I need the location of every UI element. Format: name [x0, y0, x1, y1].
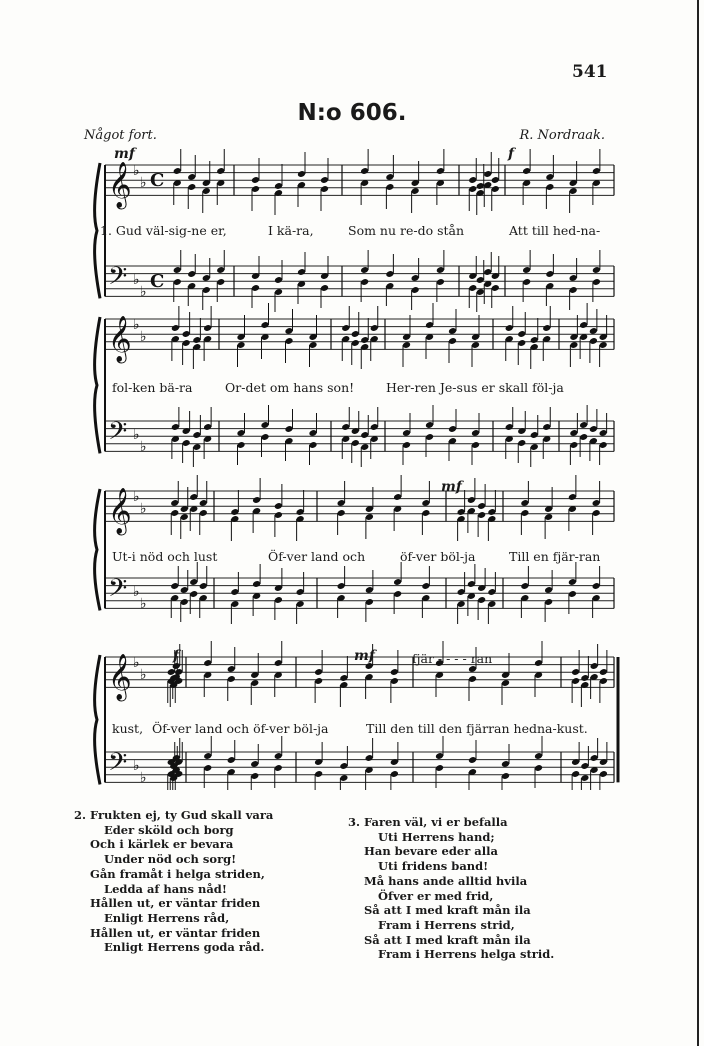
lyric-phrase: 1. Gud väl-sig-ne er, — [100, 223, 227, 238]
flat-sign: ♭ — [133, 163, 140, 179]
time-signature: C — [150, 170, 165, 191]
flat-sign: ♭ — [133, 272, 140, 288]
stanza-line: Öfver er med frid, — [378, 888, 494, 903]
dynamic-marking: f — [173, 648, 180, 664]
tempo-marking: Något fort. — [84, 128, 157, 143]
stanza-line: Enligt Herrens råd, — [104, 910, 230, 925]
flat-sign: ♭ — [140, 175, 147, 191]
stanza-line: Och i kärlek er bevara — [90, 837, 234, 852]
stanza-line: Eder sköld och borg — [104, 822, 234, 837]
stanza-line: Hållen ut, er väntar friden — [90, 925, 261, 940]
flat-sign: ♭ — [140, 439, 147, 455]
lyric-phrase: Som nu re-do stån — [348, 223, 465, 238]
treble-clef: 𝄞 — [108, 316, 132, 362]
stanza-line: Han bevare eder alla — [364, 844, 498, 859]
stanza-lines — [90, 808, 273, 955]
flat-sign: ♭ — [140, 667, 147, 683]
lyric-phrase: Öf-ver land och öf-ver böl-ja — [152, 721, 329, 736]
flat-sign: ♭ — [140, 501, 147, 517]
lyric-line — [0, 549, 704, 567]
bass-clef: 𝄢 — [108, 417, 128, 452]
stanza-line: Må hans ande alltid hvila — [364, 873, 528, 888]
lyric-phrase: Or-det om hans son! — [225, 380, 355, 395]
composer-name: R. Nordraak. — [519, 128, 605, 143]
flat-sign: ♭ — [140, 770, 147, 786]
dynamic-marking: mf — [114, 146, 135, 162]
stanza-line: Faren väl, vi er befalla — [364, 815, 508, 829]
stanza-line: Uti Herrens hand; — [378, 829, 495, 844]
flat-sign: ♭ — [140, 284, 147, 300]
stanza-line: Under nöd och sorg! — [104, 852, 237, 867]
flat-sign: ♭ — [133, 655, 140, 671]
hymn-number: N:o 606. — [297, 100, 407, 126]
time-signature: C — [150, 271, 165, 292]
flat-sign: ♭ — [133, 427, 140, 443]
lyric-phrase: Öf-ver land och — [268, 549, 366, 564]
lyric-phrase: Till den till den fjärran hedna-kust. — [366, 721, 588, 736]
page-number: 541 — [572, 62, 608, 82]
lyric-line — [0, 721, 704, 739]
stanza-line: Fram i Herrens strid, — [378, 917, 515, 932]
system-brace — [95, 655, 100, 784]
lyric-phrase: Att till hed-na- — [509, 223, 601, 238]
stanza-line: Så att I med kraft mån ila — [364, 903, 531, 918]
treble-clef: 𝄞 — [108, 654, 132, 700]
flat-sign: ♭ — [133, 758, 140, 774]
dynamic-marking: mf — [441, 479, 462, 495]
flat-sign: ♭ — [140, 596, 147, 612]
flat-sign: ♭ — [133, 584, 140, 600]
lyric-phrase: Till en fjär-ran — [509, 549, 601, 564]
stanza-line: Enligt Herrens goda råd. — [104, 940, 265, 955]
stanza-line: Uti fridens band! — [378, 859, 489, 874]
bass-clef: 𝄢 — [108, 574, 128, 609]
lyric-line — [0, 223, 704, 241]
dynamic-marking: mf — [354, 648, 375, 664]
lyric-line — [0, 380, 704, 398]
lyric-phrase: fol-ken bä-ra — [112, 380, 193, 395]
flat-sign: ♭ — [133, 317, 140, 333]
stanza-line: Så att I med kraft mån ila — [364, 932, 531, 947]
lyric-phrase: Her-ren Je-sus er skall föl-ja — [386, 380, 564, 395]
stanza-number: 3. — [348, 815, 361, 829]
stanza-line: Fram i Herrens helga strid. — [378, 947, 555, 962]
melisma-label: fjär - - - - ran — [412, 651, 493, 666]
lyric-phrase: Ut-i nöd och lust — [112, 549, 218, 564]
stanza-lines — [364, 815, 554, 962]
stanza-line: Ledda af hans nåd! — [104, 881, 227, 896]
stanza-number: 2. — [74, 808, 87, 822]
stanza-line: Hållen ut, er väntar friden — [90, 896, 261, 911]
flat-sign: ♭ — [140, 329, 147, 345]
bass-clef: 𝄢 — [108, 262, 128, 297]
dynamic-marking: f — [508, 146, 515, 162]
stanza-line: Gån framåt i helga striden, — [90, 866, 265, 881]
treble-clef: 𝄞 — [108, 162, 132, 208]
flat-sign: ♭ — [133, 489, 140, 505]
lyric-phrase: öf-ver böl-ja — [400, 549, 476, 564]
bass-clef: 𝄢 — [108, 748, 128, 783]
stanza-line: Frukten ej, ty Gud skall vara — [90, 808, 274, 822]
treble-clef: 𝄞 — [108, 488, 132, 534]
lyric-phrase: I kä-ra, — [268, 223, 314, 238]
lyric-phrase: kust, — [112, 721, 144, 736]
